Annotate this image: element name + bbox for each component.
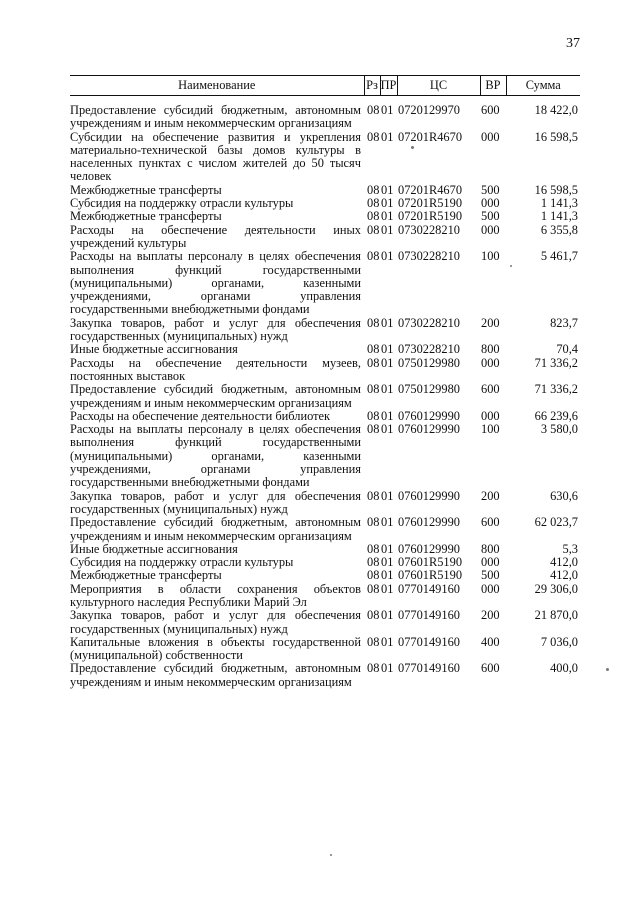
cell-rz: 08 <box>367 634 380 649</box>
cell-sum: 5 461,7 <box>540 249 578 264</box>
cell-cs: 07201R5190 <box>398 196 463 211</box>
cell-pr: 01 <box>381 382 394 397</box>
cell-vr: 000 <box>481 355 500 370</box>
cell-cs: 0730228210 <box>398 342 460 357</box>
cell-pr: 01 <box>381 222 394 237</box>
cell-vr: 000 <box>481 555 500 570</box>
scan-speck <box>330 854 332 856</box>
cell-sum: 6 355,8 <box>540 222 578 237</box>
table-row <box>70 516 580 543</box>
cell-name: Закупка товаров, работ и услуг для обеспечения государственных (муниципальных) нужд <box>70 315 361 344</box>
cell-name: Межбюджетные трансферты <box>70 568 222 583</box>
table-row <box>70 184 580 197</box>
header-pr: ПР <box>380 76 397 96</box>
cell-sum: 1 141,3 <box>540 209 578 224</box>
cell-rz: 08 <box>367 581 380 596</box>
cell-sum: 823,7 <box>550 315 578 330</box>
cell-sum: 5,3 <box>562 541 578 556</box>
cell-rz: 08 <box>367 103 380 117</box>
cell-pr: 01 <box>381 581 394 596</box>
cell-name: Закупка товаров, работ и услуг для обеспечения государственных (муниципальных) нужд <box>70 608 361 636</box>
cell-cs: 0750129980 <box>398 355 460 370</box>
cell-cs: 0770149160 <box>398 581 460 596</box>
cell-pr: 01 <box>381 515 394 530</box>
cell-cs: 07201R5190 <box>398 209 463 224</box>
cell-vr: 500 <box>481 182 500 197</box>
cell-name: Субсидия на поддержку отрасли культуры <box>70 555 294 570</box>
cell-rz: 08 <box>367 129 380 144</box>
cell-sum: 70,4 <box>556 342 578 357</box>
cell-sum: 16 598,5 <box>534 182 578 197</box>
cell-sum: 62 023,7 <box>534 515 578 530</box>
cell-cs: 07201R4670 <box>398 129 463 144</box>
cell-name: Расходы на обеспечение деятельности библиотек <box>70 408 331 423</box>
cell-name: Расходы на выплаты персоналу в целях обеспечения выполнения функций государственными (муниципальными) органами, казенными учреждениями, органами управления государственными внебюджетными фондами <box>70 422 361 490</box>
table-row <box>70 410 580 423</box>
cell-pr: 01 <box>381 103 394 117</box>
cell-vr: 100 <box>481 422 500 437</box>
cell-pr: 01 <box>381 182 394 197</box>
cell-rz: 08 <box>367 382 380 397</box>
cell-pr: 01 <box>381 555 394 570</box>
cell-cs: 0730228210 <box>398 249 460 264</box>
cell-pr: 01 <box>381 196 394 211</box>
cell-vr: 600 <box>481 382 500 397</box>
scan-speck <box>606 668 609 671</box>
cell-vr: 600 <box>481 515 500 530</box>
cell-name: Субсидии на обеспечение развития и укрепления материально-технической базы домов культуры в населенных пунктах с числом жителей до 50 тысяч человек <box>70 129 361 184</box>
table-row <box>70 224 580 251</box>
cell-sum: 412,0 <box>550 568 578 583</box>
cell-vr: 800 <box>481 342 500 357</box>
cell-cs: 0770149160 <box>398 634 460 649</box>
cell-pr: 01 <box>381 488 394 503</box>
cell-sum: 29 306,0 <box>534 581 578 596</box>
cell-vr: 000 <box>481 129 500 144</box>
cell-rz: 08 <box>367 555 380 570</box>
page-number: 37 <box>566 36 580 51</box>
scan-speck <box>411 146 414 149</box>
cell-cs: 0730228210 <box>398 222 460 237</box>
cell-vr: 200 <box>481 488 500 503</box>
cell-pr: 01 <box>381 209 394 224</box>
cell-sum: 412,0 <box>550 555 578 570</box>
cell-vr: 200 <box>481 315 500 330</box>
cell-vr: 400 <box>481 634 500 649</box>
cell-name: Субсидия на поддержку отрасли культуры <box>70 196 294 211</box>
header-name: Наименование <box>70 76 364 96</box>
cell-vr: 500 <box>481 209 500 224</box>
header-vr: ВР <box>480 76 506 96</box>
cell-cs: 0730228210 <box>398 315 460 330</box>
cell-sum: 7 036,0 <box>540 634 578 649</box>
cell-rz: 08 <box>367 422 380 437</box>
cell-rz: 08 <box>367 568 380 583</box>
cell-name: Капитальные вложения в объекты государственной (муниципальной) собственности <box>70 634 361 663</box>
table-row <box>70 423 580 489</box>
table-row <box>70 636 580 663</box>
cell-vr: 600 <box>481 661 500 676</box>
cell-sum: 3 580,0 <box>540 422 578 437</box>
cell-cs: 0760129990 <box>398 541 460 556</box>
cell-rz: 08 <box>367 209 380 224</box>
table-row <box>70 250 580 316</box>
cell-cs: 0770149160 <box>398 608 460 623</box>
cell-cs: 07201R4670 <box>398 182 463 197</box>
cell-pr: 01 <box>381 568 394 583</box>
cell-sum: 400,0 <box>550 661 578 676</box>
cell-vr: 000 <box>481 408 500 423</box>
cell-name: Расходы на выплаты персоналу в целях обеспечения выполнения функций государственными (муниципальными) органами, казенными учреждениями, органами управления государственными внебюджетными фондами <box>70 249 361 317</box>
cell-pr: 01 <box>381 249 394 264</box>
cell-cs: 0760129990 <box>398 422 460 437</box>
cell-name: Расходы на обеспечение деятельности иных учреждений культуры <box>70 222 361 250</box>
cell-rz: 08 <box>367 249 380 264</box>
cell-name: Закупка товаров, работ и услуг для обеспечения государственных (муниципальных) нужд <box>70 488 361 516</box>
table-row <box>70 210 580 223</box>
table-row <box>70 569 580 582</box>
cell-pr: 01 <box>381 342 394 357</box>
cell-vr: 200 <box>481 608 500 623</box>
cell-sum: 16 598,5 <box>534 129 578 144</box>
cell-vr: 000 <box>481 222 500 237</box>
table-row <box>70 490 580 517</box>
cell-cs: 0760129990 <box>398 488 460 503</box>
table-row <box>70 583 580 610</box>
cell-cs: 0760129990 <box>398 408 460 423</box>
cell-name: Мероприятия в области сохранения объектов культурного наследия Республики Марий Эл <box>70 581 361 609</box>
header-rz: Рз <box>364 76 380 96</box>
cell-vr: 100 <box>481 249 500 264</box>
cell-cs: 07601R5190 <box>398 568 463 583</box>
cell-pr: 01 <box>381 634 394 649</box>
cell-rz: 08 <box>367 315 380 330</box>
cell-sum: 18 422,0 <box>534 103 578 117</box>
header-sum: Сумма <box>506 76 580 96</box>
table-row <box>70 357 580 384</box>
cell-name: Предоставление субсидий бюджетным, автономным учреждениям и иным некоммерческим организациям <box>70 661 361 689</box>
table-row <box>70 197 580 210</box>
table-row <box>70 609 580 636</box>
cell-pr: 01 <box>381 661 394 676</box>
cell-name: Предоставление субсидий бюджетным, автономным учреждениям и иным некоммерческим организациям <box>70 382 361 410</box>
cell-rz: 08 <box>367 515 380 530</box>
cell-vr: 800 <box>481 541 500 556</box>
table-body <box>70 96 580 690</box>
cell-rz: 08 <box>367 342 380 357</box>
cell-rz: 08 <box>367 222 380 237</box>
table-row <box>70 383 580 410</box>
cell-sum: 630,6 <box>550 488 578 503</box>
table-row <box>70 543 580 556</box>
cell-name: Иные бюджетные ассигнования <box>70 541 238 556</box>
cell-pr: 01 <box>381 129 394 144</box>
cell-sum: 71 336,2 <box>534 382 578 397</box>
table-row <box>70 131 580 184</box>
cell-cs: 0750129980 <box>398 382 460 397</box>
cell-vr: 500 <box>481 568 500 583</box>
table-row <box>70 662 580 689</box>
cell-cs: 07601R5190 <box>398 555 463 570</box>
cell-rz: 08 <box>367 661 380 676</box>
cell-name: Расходы на обеспечение деятельности музеев, постоянных выставок <box>70 355 361 383</box>
cell-rz: 08 <box>367 541 380 556</box>
cell-pr: 01 <box>381 422 394 437</box>
cell-name: Предоставление субсидий бюджетным, автономным учреждениям и иным некоммерческим организациям <box>70 103 361 131</box>
cell-name: Иные бюджетные ассигнования <box>70 342 238 357</box>
cell-vr: 000 <box>481 196 500 211</box>
cell-cs: 0760129990 <box>398 515 460 530</box>
cell-rz: 08 <box>367 355 380 370</box>
cell-rz: 08 <box>367 408 380 423</box>
cell-name: Межбюджетные трансферты <box>70 209 222 224</box>
cell-rz: 08 <box>367 182 380 197</box>
table-row <box>70 317 580 344</box>
cell-pr: 01 <box>381 608 394 623</box>
cell-cs: 0770149160 <box>398 661 460 676</box>
table-row <box>70 343 580 356</box>
cell-pr: 01 <box>381 315 394 330</box>
scan-speck <box>510 265 512 267</box>
budget-table <box>70 75 580 689</box>
cell-sum: 21 870,0 <box>534 608 578 623</box>
table-row <box>70 556 580 569</box>
cell-pr: 01 <box>381 355 394 370</box>
cell-vr: 000 <box>481 581 500 596</box>
cell-rz: 08 <box>367 196 380 211</box>
header-cs: ЦС <box>397 76 480 96</box>
cell-name: Предоставление субсидий бюджетным, автономным учреждениям и иным некоммерческим организациям <box>70 515 361 543</box>
cell-sum: 71 336,2 <box>534 355 578 370</box>
cell-name: Межбюджетные трансферты <box>70 182 222 197</box>
cell-pr: 01 <box>381 408 394 423</box>
cell-pr: 01 <box>381 541 394 556</box>
cell-cs: 0720129970 <box>398 103 460 117</box>
table-header <box>70 76 580 96</box>
table-row <box>70 96 580 131</box>
cell-rz: 08 <box>367 608 380 623</box>
cell-rz: 08 <box>367 488 380 503</box>
cell-sum: 1 141,3 <box>540 196 578 211</box>
cell-vr: 600 <box>481 103 500 117</box>
cell-sum: 66 239,6 <box>534 408 578 423</box>
